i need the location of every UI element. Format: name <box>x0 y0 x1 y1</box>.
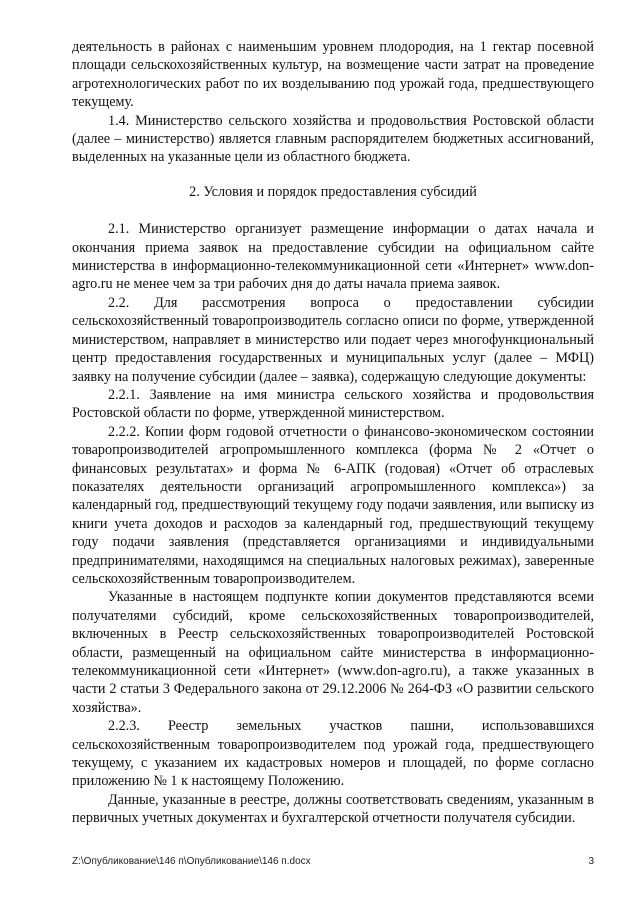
paragraph: Указанные в настоящем подпункте копии документов представляются всеми получателями субсидий, кроме сельскохозяйственных товаропроизводителей, включенных в Реестр сельскохозяйственных товаропроизводителей Ростовской области, размещенный на официальном сайте министерства в информационно-телекоммуникационной сети «Интернет» (www.don-agro.ru), а также указанных в части 2 статьи 3 Федерального закона от 29.12.2006 № 264-ФЗ «О развитии сельского хозяйства». <box>72 589 594 716</box>
footer-file-path: Z:\Опубликование\146 п\Опубликование\146 п.docx <box>72 856 311 867</box>
paragraph: 1.4. Министерство сельского хозяйства и продовольствия Ростовской области (далее – министерство) является главным распорядителем бюджетных ассигнований, выделенных на указанные цели из областного бюджета. <box>72 112 594 166</box>
document-body <box>72 38 594 828</box>
section-heading: 2. Условия и порядок предоставления субсидий <box>189 183 477 200</box>
paragraph: Данные, указанные в реестре, должны соответствовать сведениям, указанным в первичных учетных документах и бухгалтерской отчетности получателя субсидии. <box>72 791 594 827</box>
paragraph: 2.2.3. Реестр земельных участков пашни, использовавшихся сельскохозяйственным товаропроизводителем под урожай года, предшествующего текущему, с указанием их кадастровых номеров и площадей, по форме согласно приложению № 1 к настоящему Положению. <box>72 718 594 790</box>
paragraph: 2.2. Для рассмотрения вопроса о предоставлении субсидии сельскохозяйственный товаропроизводитель согласно описи по форме, утвержденной министерством, направляет в министерство или подает через многофункциональный центр предоставления государственных и муниципальных услуг (далее – МФЦ) заявку на получение субсидии (далее – заявка), содержащую следующие документы: <box>72 294 594 385</box>
footer-page-number: 3 <box>588 856 594 867</box>
paragraph: 2.1. Министерство организует размещение информации о датах начала и окончания приема заявок на предоставление субсидии на официальном сайте министерства в информационно-телекоммуникационной сети «Интернет» www.don-agro.ru не менее чем за три рабочих дня до даты начала приема заявок. <box>72 221 594 293</box>
paragraph: 2.2.2. Копии форм годовой отчетности о финансово-экономическом состоянии товаропроизводителей агропромышленного комплекса (форма № 2 «Отчет о финансовых результатах» и форма № 6-АПК (годовая) «Отчет об отраслевых показателях деятельности организаций агропромышленного комплекса») за календарный год, предшествующий текущему году подачи заявления, или выписку из книги учета доходов и расходов за календарный год, предшествующий текущему году подачи заявления (представляется организациями и индивидуальными предпринимателями, находящимся на специальных налоговых режимах), заверенные сельскохозяйственным товаропроизводителем. <box>72 423 594 587</box>
paragraph: деятельность в районах с наименьшим уровнем плодородия, на 1 гектар посевной площади сельскохозяйственных культур, на возмещение части затрат на проведение агротехнологических работ по их возделыванию под урожай года, предшествующего текущему. <box>72 39 594 111</box>
paragraph: 2.2.1. Заявление на имя министра сельского хозяйства и продовольствия Ростовской области по форме, утвержденной министерством. <box>72 386 594 422</box>
page-footer <box>72 856 594 868</box>
